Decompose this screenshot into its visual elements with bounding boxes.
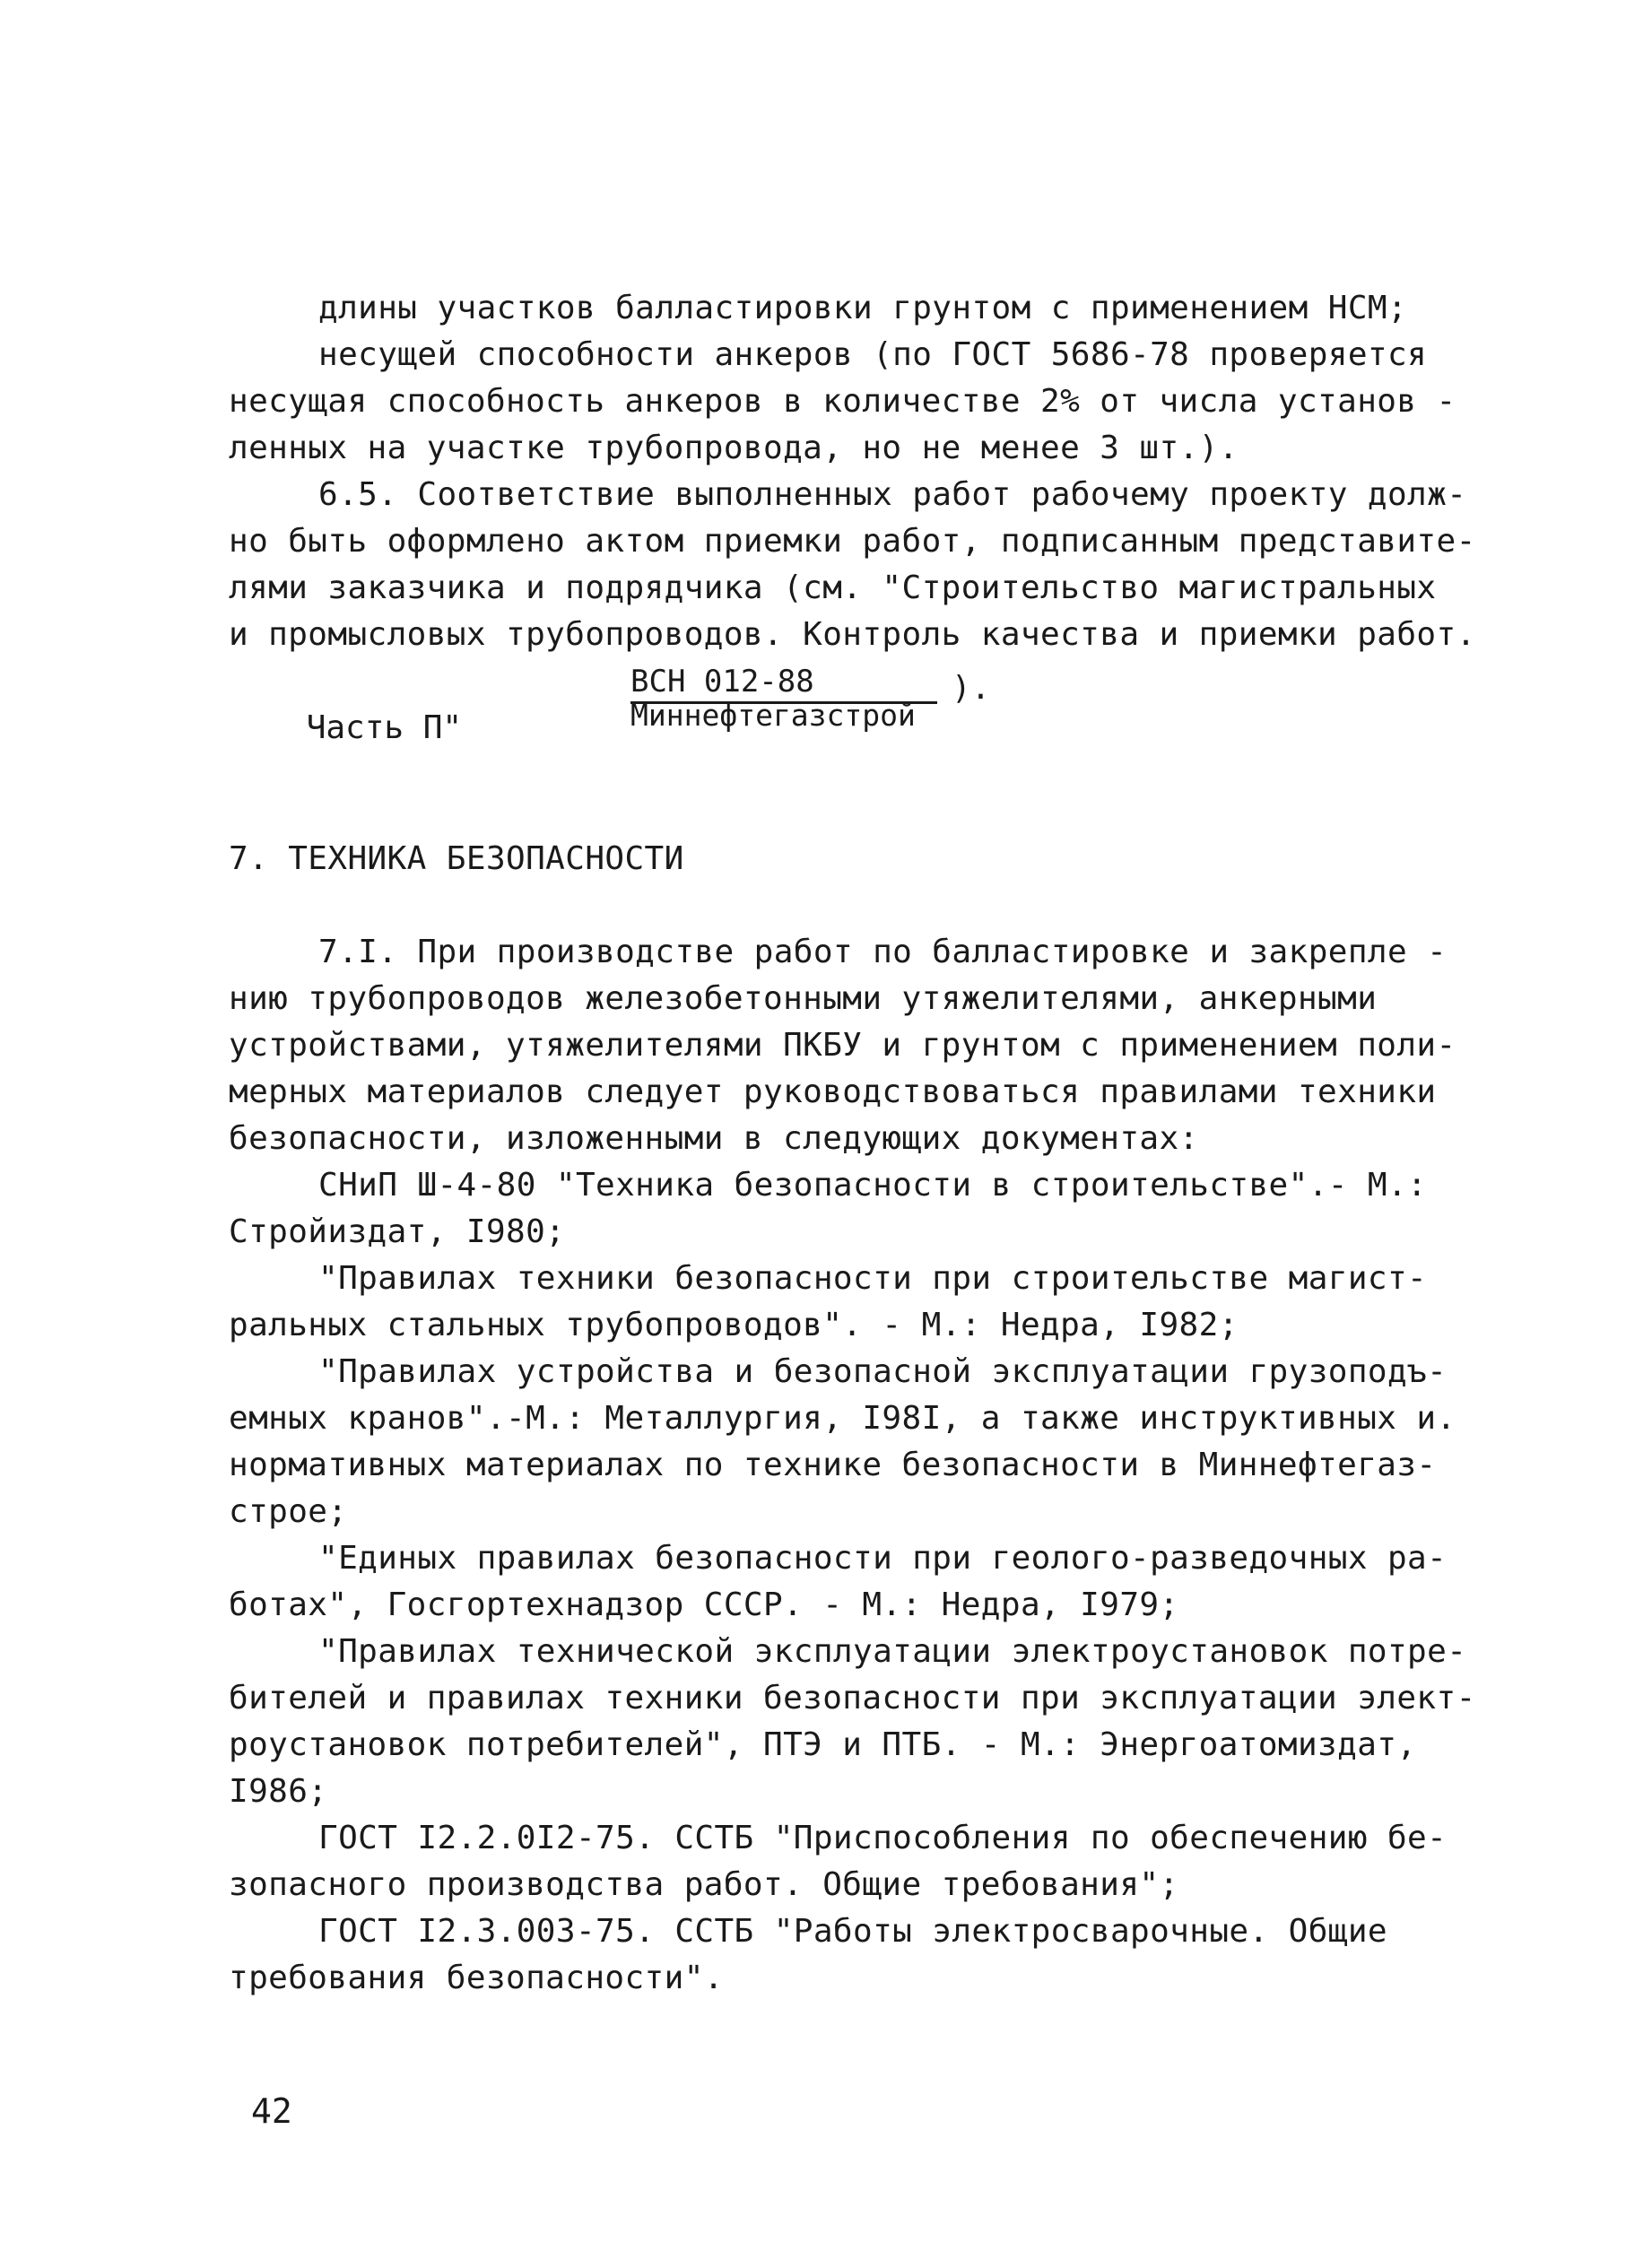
text-line: ГОСТ I2.2.0I2-75. ССТБ "Приспособления по обеспечению бе- [318, 1820, 1448, 1856]
text-line: ботах", Госгортехнадзор СССР. - М.: Недра, I979; [229, 1586, 1179, 1623]
text-line: мерных материалов следует руководствоваться правилами техники [229, 1074, 1437, 1110]
text-line: нию трубопроводов железобетонными утяжелителями, анкерными [229, 980, 1378, 1017]
text-line: 6.5. Соответствие выполненных работ рабочему проекту долж- [318, 476, 1467, 513]
text-line: длины участков балластировки грунтом с применением НСМ; [318, 290, 1408, 326]
text-line: емных кранов".-М.: Металлургия, I98I, а также инструктивных и. [229, 1400, 1456, 1437]
text-line: нормативных материалах по технике безопасности в Миннефтегаз- [229, 1447, 1437, 1483]
text-line: "Правилах устройства и безопасной эксплуатации грузоподъ- [318, 1353, 1448, 1390]
text-line: I986; [229, 1773, 328, 1810]
reference-denominator: Миннефтегазстрой [630, 698, 916, 733]
text-line: бителей и правилах техники безопасности при эксплуатации элект- [229, 1680, 1476, 1717]
text-line: ГОСТ I2.3.003-75. ССТБ "Работы электросварочные. Общие [318, 1913, 1387, 1950]
text-line: и промысловых трубопроводов. Контроль качества и приемки работ. [229, 616, 1476, 653]
text-line: роустановок потребителей", ПТЭ и ПТБ. - М.: Энергоатомиздат, [229, 1726, 1417, 1763]
text-line: требования безопасности". [229, 1960, 724, 1996]
reference-suffix: ). [952, 670, 991, 707]
text-line: устройствами, утяжелителями ПКБУ и грунтом с применением поли- [229, 1027, 1456, 1064]
text-line: несущей способности анкеров (по ГОСТ 5686-78 проверяется [318, 336, 1428, 373]
text-line: 7.I. При производстве работ по балластировке и закрепле - [318, 934, 1448, 970]
text-line: "Единых правилах безопасности при геолого-разведочных ра- [318, 1540, 1448, 1577]
page-number: 42 [251, 2091, 292, 2131]
text-line: Стройиздат, I980; [229, 1213, 566, 1250]
text-line: лями заказчика и подрядчика (см. "Строительство магистральных [229, 569, 1437, 606]
text-line: "Правилах технической эксплуатации электроустановок потре- [318, 1633, 1467, 1670]
reference-numerator: ВСН 012-88 [630, 664, 814, 700]
section-heading: 7. ТЕХНИКА БЕЗОПАСНОСТИ [229, 840, 684, 877]
text-line: несущая способность анкеров в количестве 2% от числа установ - [229, 383, 1456, 420]
text-line: СНиП Ш-4-80 "Техника безопасности в строительстве".- М.: [318, 1167, 1428, 1204]
text-line: ральных стальных трубопроводов". - М.: Недра, I982; [229, 1307, 1239, 1343]
reference-fraction [630, 658, 944, 752]
text-line: ленных на участке трубопровода, но не менее 3 шт.). [229, 430, 1239, 466]
reference-line [229, 658, 1036, 757]
text-line: но быть оформлено актом приемки работ, подписанным представите- [229, 523, 1476, 560]
text-line: безопасности, изложенными в следующих документах: [229, 1120, 1199, 1157]
text-line: строе; [229, 1493, 348, 1530]
text-line: зопасного производства работ. Общие требования"; [229, 1866, 1179, 1903]
text-line: "Правилах техники безопасности при строительстве магист- [318, 1260, 1428, 1297]
reference-prefix: Часть П" [306, 709, 463, 746]
